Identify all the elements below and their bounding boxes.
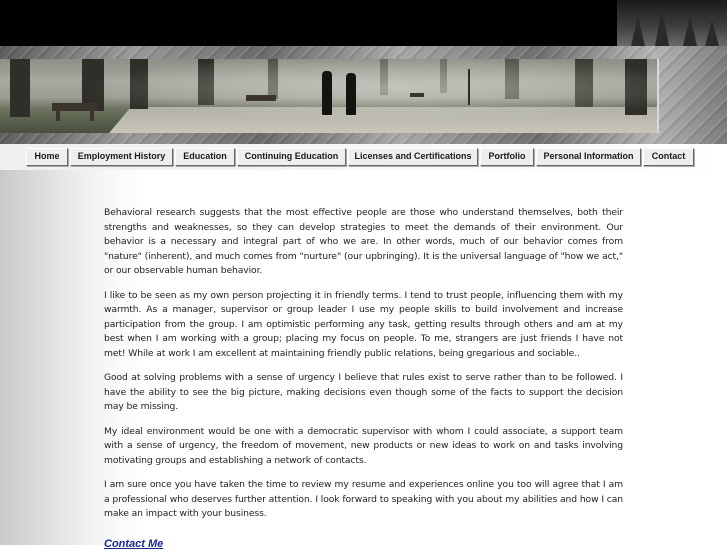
nav-home[interactable]: Home bbox=[26, 148, 68, 166]
paragraph-own-person: I like to be seen as my own person projecting it in friendly terms. I tend to trust people, influencing them with my warmth. As a manager, supervisor or group leader I use my people skills to build involvement and increase participation from the group. I am optimistic performing any task, getting results through others and am at my best when I am working with a group; placing my focus on people. To me, strangers are just friends I have not met! While at work I am excellent at maintaining friendly public relations, being gregarious and sociable.. bbox=[104, 289, 623, 359]
nav-licenses-and-certifications[interactable]: Licenses and Certifications bbox=[348, 148, 478, 166]
misty-forest-image bbox=[617, 0, 727, 46]
park-walkway-photo bbox=[0, 59, 659, 133]
nav-portfolio[interactable]: Portfolio bbox=[480, 148, 534, 166]
nav-education[interactable]: Education bbox=[175, 148, 235, 166]
nav-employment-history[interactable]: Employment History bbox=[70, 148, 173, 166]
paragraph-closing: I am sure once you have taken the time to review my resume and experiences online you too will agree that I am a professional who deserves further attention. I look forward to speaking with you about my abilities and how I can make an impact with your business. bbox=[104, 479, 623, 519]
nav-continuing-education[interactable]: Continuing Education bbox=[237, 148, 346, 166]
paragraph-ideal-environment: My ideal environment would be one with a democratic supervisor with whom I could associate, a support team with a sense of urgency, the freedom of movement, new products or new ideas to work on and tasks involving motivating groups and establishing a network of contacts. bbox=[104, 425, 623, 466]
nav-contact[interactable]: Contact bbox=[643, 148, 694, 166]
contact-me-link[interactable]: Contact Me bbox=[104, 538, 164, 550]
header-top-bar bbox=[0, 0, 727, 46]
main-nav bbox=[0, 144, 727, 170]
nav-personal-information[interactable]: Personal Information bbox=[536, 148, 641, 166]
paragraph-problem-solving: Good at solving problems with a sense of urgency I believe that rules exist to serve rather than to be followed. I have the ability to see the big picture, making decisions even though some of the facts to support the decision may be missing. bbox=[104, 372, 623, 412]
about-content bbox=[104, 206, 623, 532]
paragraph-behavioral-research: Behavioral research suggests that the most effective people are those who understand themselves, both their strengths and weaknesses, so they can develop strategies to meet the demands of their environment. Our behavior is a necessary and integral part of who we are. In other words, much of our behavior comes from "nature" (inherent), and much comes from "nurture" (our upbringing). It is the universal language of "how we act," or our observable human behavior. bbox=[104, 207, 623, 276]
